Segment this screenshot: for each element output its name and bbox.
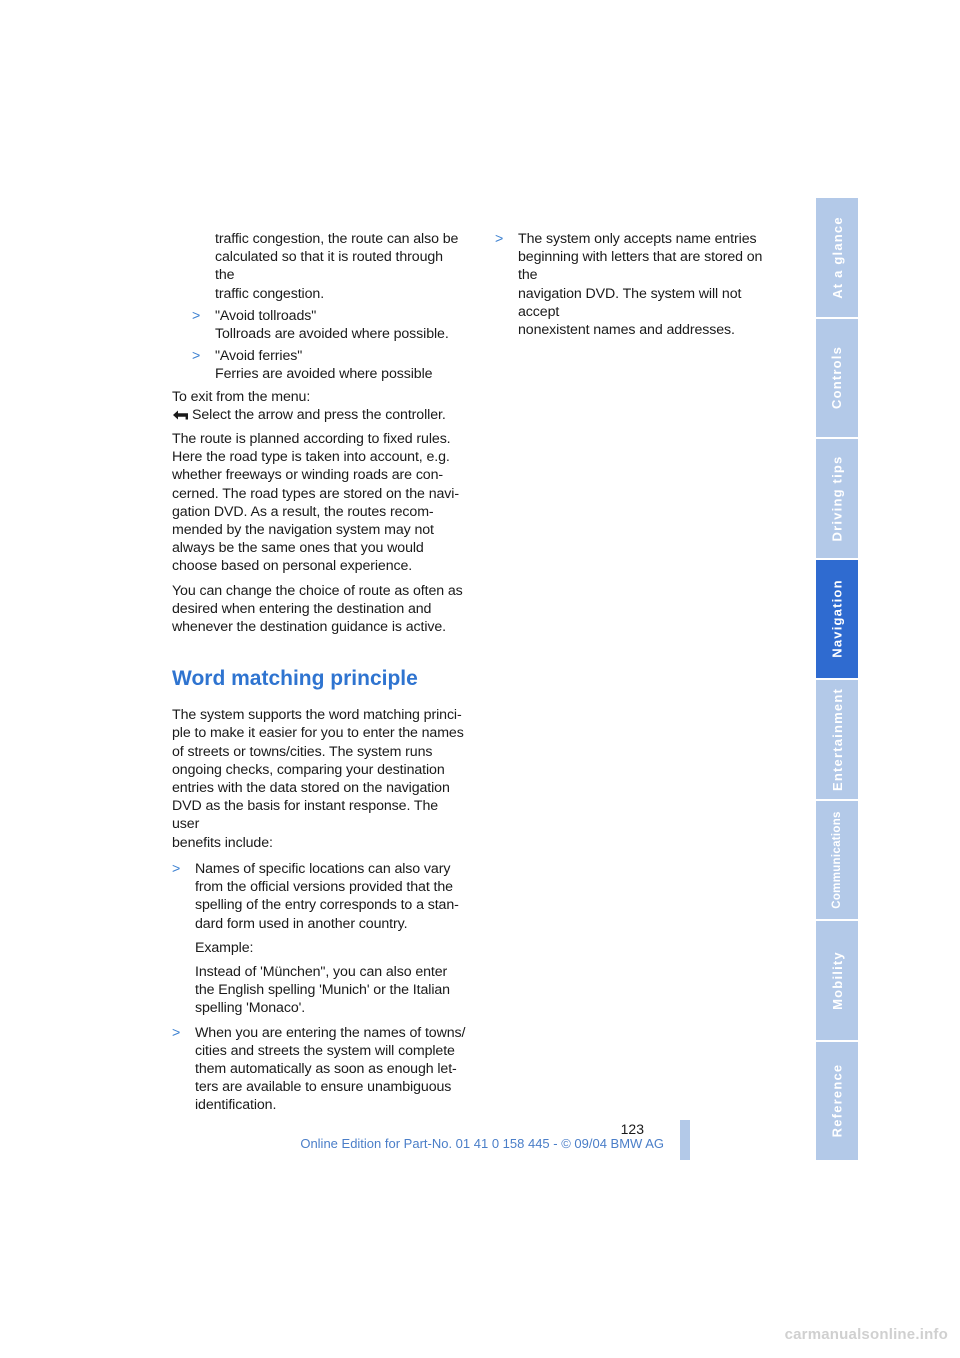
section-heading: Word matching principle [172, 667, 418, 691]
site-watermark: carmanualsonline.info [784, 1326, 948, 1343]
tab-communications[interactable]: Communications [816, 801, 858, 922]
bullet-marker: > [192, 307, 201, 324]
page-marker [680, 1120, 690, 1160]
right-column [495, 230, 785, 345]
edition-footer: Online Edition for Part-No. 01 41 0 158 445 - © 09/04 BMW AG [300, 1136, 664, 1151]
chapter-tabs [816, 198, 858, 1160]
bullet-marker: > [192, 348, 201, 365]
page-number: 123 [620, 1121, 644, 1137]
tab-navigation[interactable]: Navigation [816, 560, 858, 681]
tab-controls[interactable]: Controls [816, 319, 858, 440]
bullet-marker: > [495, 231, 504, 247]
option-avoid-ferries: > "Avoid ferries" Ferries are avoided where possible [192, 348, 433, 383]
bullet-location-names: > Names of specific locations can also vary from the official versions provided that the spelling of the entry corresponds to a stan- dard form used in another country. Example: Instead of 'München", you can also enter the English spelling 'Munich' or the Italian spelling 'Monaco'. [172, 860, 466, 1018]
tab-reference[interactable]: Reference [829, 1063, 845, 1138]
route-rules-paragraph: The route is planned according to fixed rules. Here the road type is taken into account, e.g. whether freeways or winding roads are con- cerned. The road types are stored on the navi- gation DVD. As a result, the routes recom- mended by the navigation system may not always be the same ones that you would choose based on personal experience. [172, 431, 459, 575]
example-label: Example: [195, 939, 254, 956]
back-arrow-icon [172, 409, 189, 421]
tab-mobility[interactable]: Mobility [816, 921, 858, 1042]
exit-menu-text: To exit from the menu: Select the arrow and press the controller. [172, 388, 446, 423]
example-text: Instead of 'München", you can also enter the English spelling 'Munich' or the Italian spelling 'Monaco'. [195, 963, 450, 1017]
tab-driving-tips[interactable]: Driving tips [816, 439, 858, 560]
bullet-marker: > [172, 1024, 181, 1041]
bullet-marker: > [172, 860, 181, 877]
continuation-text: traffic congestion, the route can also be calculated so that it is routed through the traffic congestion. [215, 231, 459, 302]
option-avoid-tollroads: > "Avoid tollroads" Tollroads are avoided where possible. [192, 307, 449, 343]
tab-entertainment[interactable]: Entertainment [816, 680, 858, 801]
change-route-paragraph: You can change the choice of route as often as desired when entering the destination and whenever the destination guidance is active. [172, 582, 463, 636]
left-column [172, 230, 466, 1121]
tab-at-a-glance[interactable]: At a glance [816, 198, 858, 319]
word-matching-paragraph: The system supports the word matching princi- ple to make it easier for you to enter the names of streets or towns/cities. The system runs ongoing checks, comparing your destination entries with the data stored on the navigation DVD as the basis for instant response. The user benefits include: [172, 707, 464, 851]
bullet-accepts-entries: > The system only accepts name entries beginning with letters that are stored on the navigation DVD. The system will not accept nonexistent names and addresses. [495, 231, 763, 339]
bullet-auto-complete: > When you are entering the names of towns/ cities and streets the system will complete them automatically as soon as enough let- ters are available to ensure unambiguous identification. [172, 1024, 466, 1114]
